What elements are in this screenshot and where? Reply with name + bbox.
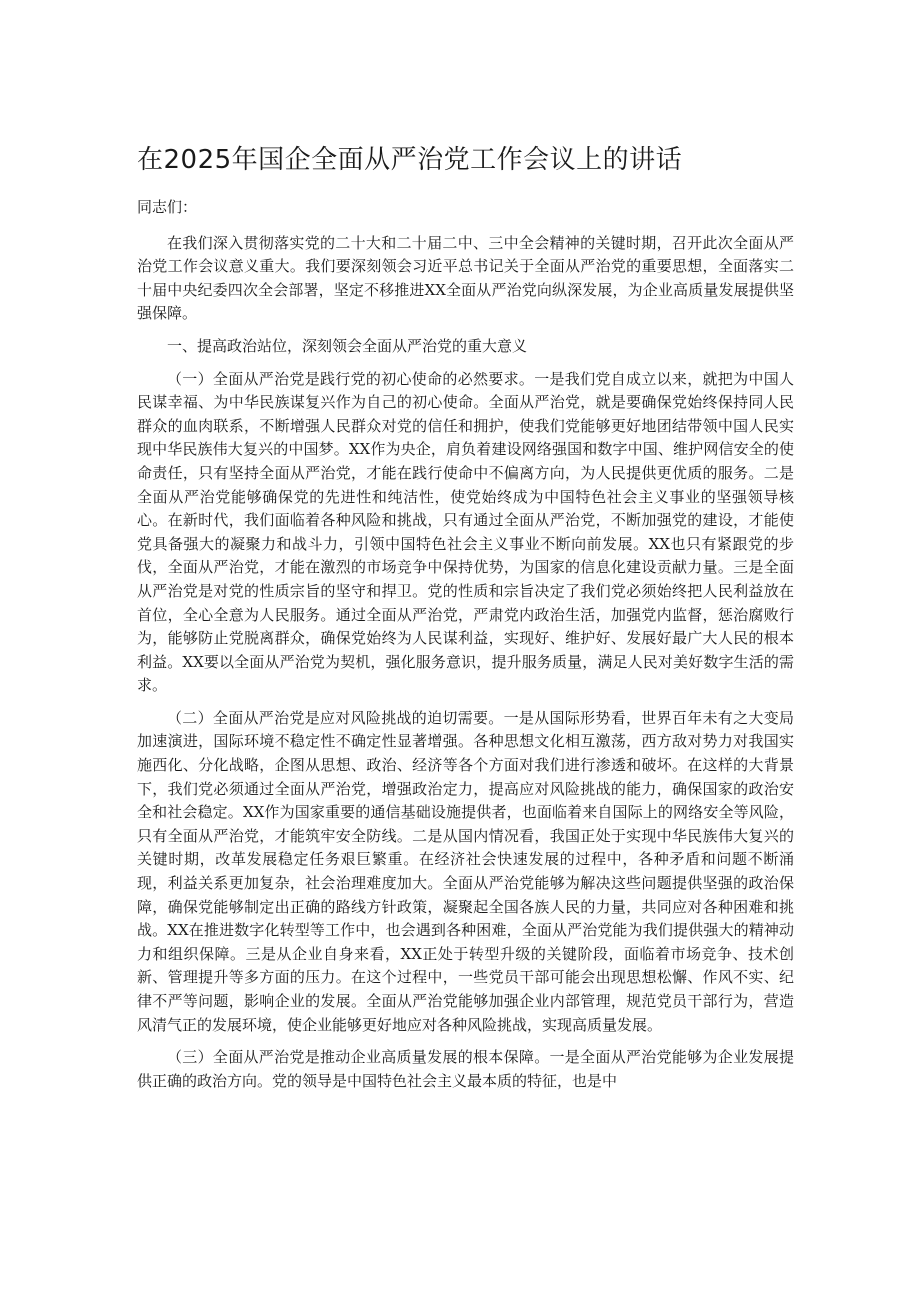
- section-1-1-paragraph: （一）全面从严治党是践行党的初心使命的必然要求。一是我们党自成立以来，就把为中国人民谋幸福、为中华民族谋复兴作为自己的初心使命。全面从严治党，就是要确保党始终保持同人民群众的血肉联系，不断增强人民群众对党的信任和拥护，使我们党能够更好地团结带领中国人民实现中华民族伟大复兴的中国梦。XX作为央企，肩负着建设网络强国和数字中国、维护网信安全的使命责任，只有坚持全面从严治党，才能在践行使命中不偏离方向，为人民提供更优质的服务。二是全面从严治党能够确保党的先进性和纯洁性，使党始终成为中国特色社会主义事业的坚强领导核心。在新时代，我们面临着各种风险和挑战，只有通过全面从严治党，不断加强党的建设，才能使党具备强大的凝聚力和战斗力，引领中国特色社会主义事业不断向前发展。XX也只有紧跟党的步伐，全面从严治党，才能在激烈的市场竞争中保持优势，为国家的信息化建设贡献力量。三是全面从严治党是对党的性质宗旨的坚守和捍卫。党的性质和宗旨决定了我们党必须始终把人民利益放在首位，全心全意为人民服务。通过全面从严治党，严肃党内政治生活，加强党内监督，惩治腐败行为，能够防止党脱离群众，确保党始终为人民谋利益，实现好、维护好、发展好最广大人民的根本利益。XX要以全面从严治党为契机，强化服务意识，提升服务质量，满足人民对美好数字生活的需求。: [137, 369, 794, 695]
- greeting: 同志们：: [137, 198, 198, 216]
- intro-paragraph: 在我们深入贯彻落实党的二十大和二十届二中、三中全会精神的关键时期，召开此次全面从严治党工作会议意义重大。我们要深刻领会习近平总书记关于全面从严治党的重要思想，全面落实二十届中央纪委四次全会部署，坚定不移推进XX全面从严治党向纵深发展，为企业高质量发展提供坚强保障。: [137, 233, 794, 323]
- section-heading-1: 一、提高政治站位，深刻领会全面从严治党的重大意义: [167, 336, 528, 355]
- document-body: [137, 196, 794, 1102]
- section-1-3-paragraph: （三）全面从严治党是推动企业高质量发展的根本保障。一是全面从严治党能够为企业发展提供正确的政治方向。党的领导是中国特色社会主义最本质的特征，也是中: [137, 1048, 794, 1090]
- section-1-2-paragraph: （二）全面从严治党是应对风险挑战的迫切需要。一是从国际形势看，世界百年未有之大变局加速演进，国际环境不稳定性不确定性显著增强。各种思想文化相互激荡，西方敌对势力对我国实施西化、分化战略，企图从思想、政治、经济等各个方面对我们进行渗透和破坏。在这样的大背景下，我们党必须通过全面从严治党，增强政治定力，提高应对风险挑战的能力，确保国家的政治安全和社会稳定。XX作为国家重要的通信基础设施提供者，也面临着来自国际上的网络安全等风险，只有全面从严治党，才能筑牢安全防线。二是从国内情况看，我国正处于实现中华民族伟大复兴的关键时期，改革发展稳定任务艰巨繁重。在经济社会快速发展的过程中，各种矛盾和问题不断涌现，利益关系更加复杂，社会治理难度加大。全面从严治党能够为解决这些问题提供坚强的政治保障，确保党能够制定出正确的路线方针政策，凝聚起全国各族人民的力量，共同应对各种困难和挑战。XX在推进数字化转型等工作中，也会遇到各种困难，全面从严治党能为我们提供强大的精神动力和组织保障。三是从企业自身来看，XX正处于转型升级的关键阶段，面临着市场竞争、技术创新、管理提升等多方面的压力。在这个过程中，一些党员干部可能会出现思想松懈、作风不实、纪律不严等问题，影响企业的发展。全面从严治党能够加强企业内部管理，规范党员干部行为，营造风清气正的发展环境，使企业能够更好地应对各种风险挑战，实现高质量发展。: [137, 708, 794, 1034]
- document-title: 在2025年国企全面从严治党工作会议上的讲话: [137, 145, 683, 175]
